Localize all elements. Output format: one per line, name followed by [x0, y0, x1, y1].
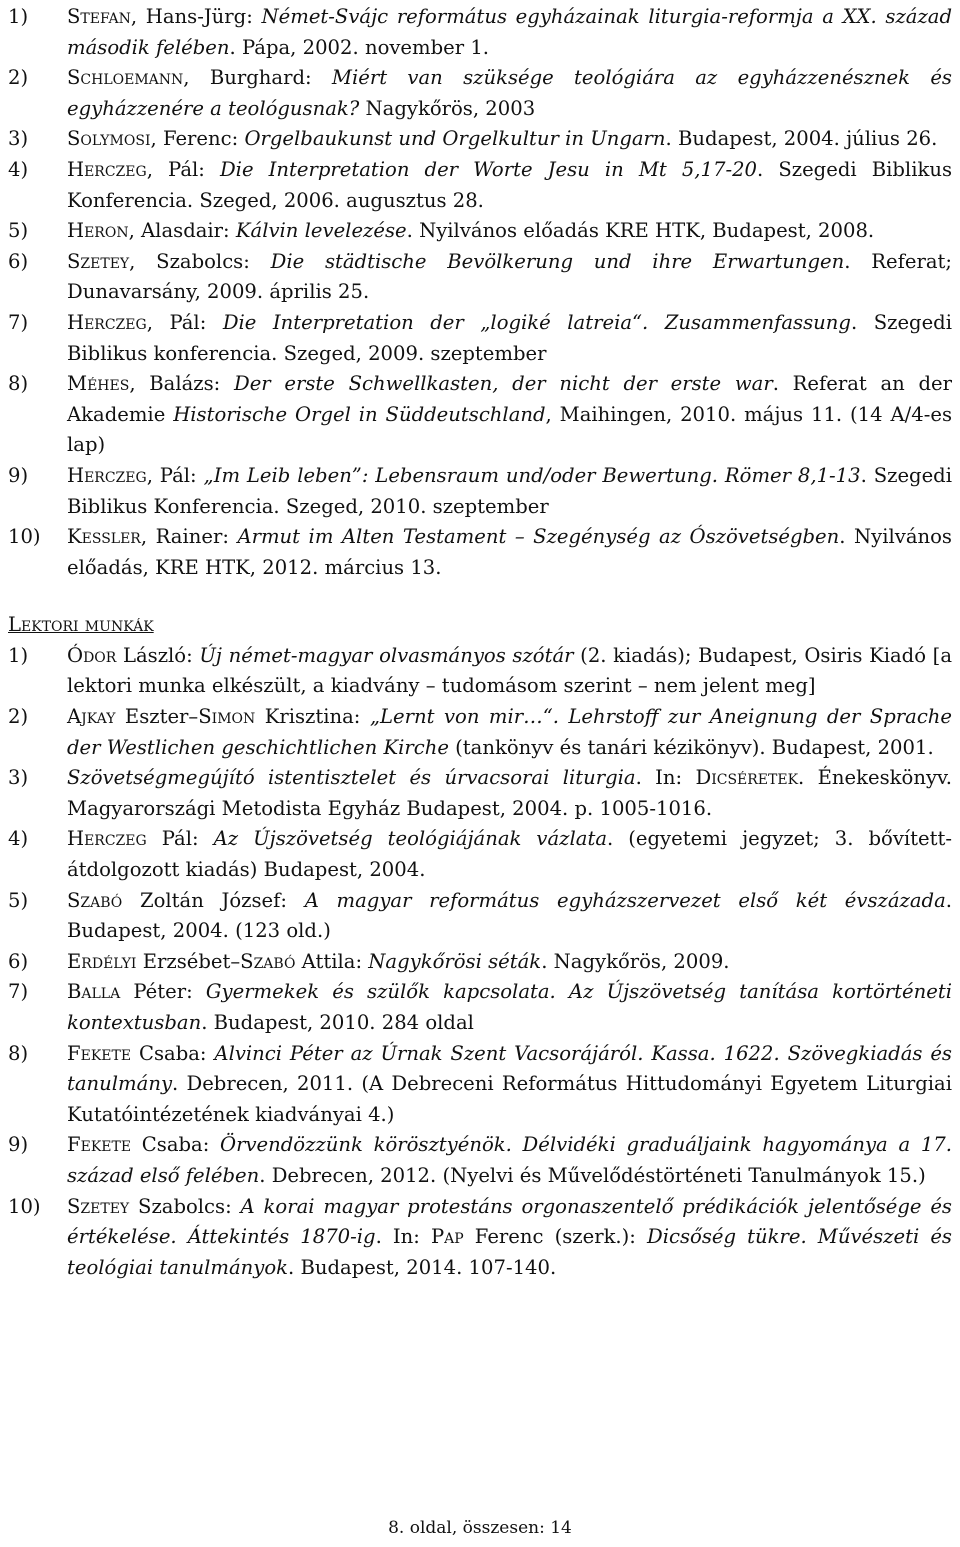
list-item: 6) Szetey, Szabolcs: Die städtische Bevölkerung und ihre Erwartungen. Referat; Dunavarsány, 2009. április 25.	[8, 249, 952, 304]
list-item: 9) Herczeg, Pál: „Im Leib leben”: Lebensraum und/oder Bewertung. Römer 8,1-13. Szegedi Biblikus Konferencia. Szeged, 2010. szeptember	[8, 463, 952, 518]
list-item: 7) Balla Péter: Gyermekek és szülők kapcsolata. Az Újszövetség tanítása kortörténeti kontextusban. Budapest, 2010. 284 oldal	[8, 980, 952, 1034]
list-item: 1) Ódor László: Új német-magyar olvasmányos szótár (2. kiadás); Budapest, Osiris Kiadó [a lektori munka elkészült, a kiadvány – tudomásom szerint – nem jelent meg]	[8, 643, 952, 698]
list-item: 2) Schloemann, Burghard: Miért van szüksége teológiára az egyházzenésznek és egyházzenére a teológusnak? Nagykőrös, 2003	[8, 66, 952, 120]
list-item: 10) Szetey Szabolcs: A korai magyar protestáns orgonaszentelő prédikációk jelentősége és értékelése. Áttekintés 1870-ig. In: Pap Ferenc (szerk.): Dicsőség tükre. Művészeti és teológiai tanulmányok. Budapest, 2014. 107-140.	[8, 1194, 952, 1279]
page-footer: 8. oldal, összesen: 14	[388, 1518, 572, 1538]
list-item: 9) Fekete Csaba: Örvendözzünk körösztyénök. Délvidéki graduáljaink hagyománya a 17. század első felében. Debrecen, 2012. (Nyelvi és Művelődéstörténeti Tanulmányok 15.)	[8, 1133, 952, 1187]
list-item: 7) Herczeg, Pál: Die Interpretation der „logiké latreia“. Zusammenfassung. Szegedi Biblikus konferencia. Szeged, 2009. szeptember	[8, 310, 952, 365]
lecture-list	[8, 2, 952, 583]
list-item: 5) Heron, Alasdair: Kálvin levelezése. Nyilvános előadás KRE HTK, Budapest, 2008.	[8, 219, 875, 243]
list-item: 6) Erdélyi Erzsébet–Szabó Attila: Nagykőrösi séták. Nagykőrös, 2009.	[8, 949, 730, 973]
section-heading: Lektori munkák	[8, 613, 154, 637]
list-item: 5) Szabó Zoltán József: A magyar református egyházszervezet első két évszázada. Budapest, 2004. (123 old.)	[8, 888, 952, 943]
list-item: 4) Herczeg, Pál: Die Interpretation der Worte Jesu in Mt 5,17-20. Szegedi Biblikus Konferencia. Szeged, 2006. augusztus 28.	[8, 157, 953, 212]
review-list	[8, 641, 952, 1283]
list-item: 4) Herczeg Pál: Az Újszövetség teológiájának vázlata. (egyetemi jegyzet; 3. bővített-átdolgozott kiadás) Budapest, 2004.	[8, 827, 953, 882]
list-item: 2) Ajkay Eszter–Simon Krisztina: „Lernt von mir…“. Lehrstoff zur Aneignung der Sprache der Westlichen geschichtlichen Kirche (tankönyv és tanári kézikönyv). Budapest, 2001.	[8, 705, 953, 759]
list-item: 3) Szövetségmegújító istentisztelet és úrvacsorai liturgia. In: Dicséretek. Énekeskönyv. Magyarországi Metodista Egyház Budapest, 2004. p. 1005-1016.	[8, 766, 952, 820]
list-item: 3) Solymosi, Ferenc: Orgelbaukunst und Orgelkultur in Ungarn. Budapest, 2004. július 26.	[8, 127, 938, 151]
list-item: 8) Fekete Csaba: Alvinci Péter az Úrnak Szent Vacsorájáról. Kassa. 1622. Szövegkiadás és tanulmány. Debrecen, 2011. (A Debreceni Református Hittudományi Egyetem Liturgiai Kutatóintézetének kiadványai 4.)	[8, 1041, 952, 1126]
list-item: 10) Kessler, Rainer: Armut im Alten Testament – Szegénység az Ószövetségben. Nyilvános előadás, KRE HTK, 2012. március 13.	[8, 525, 952, 579]
list-item: 1) Stefan, Hans-Jürg: Német-Svájc református egyházainak liturgia-reformja a XX. század második felében. Pápa, 2002. november 1.	[8, 5, 953, 59]
list-item: 8) Méhes, Balázs: Der erste Schwellkasten, der nicht der erste war. Referat an der Akademie Historische Orgel in Süddeutschland, Maihingen, 2010. május 11. (14 A/4-es lap)	[8, 372, 953, 457]
